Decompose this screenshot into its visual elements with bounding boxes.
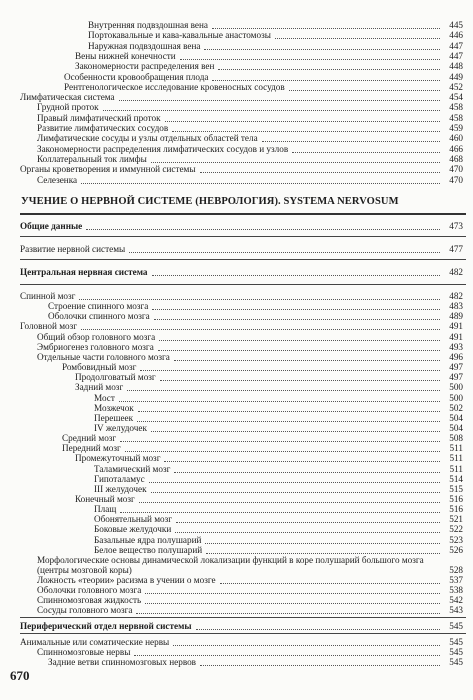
toc-entry-title: Боковые желудочки	[94, 524, 172, 535]
toc-entry-page: 448	[449, 61, 463, 72]
toc-entry-title: Эмбриогенез головного мозга	[37, 341, 154, 352]
toc-entry-title: Оболочки головного мозга	[37, 585, 142, 596]
toc-entry-title: Общие данные	[20, 221, 83, 231]
toc-entry	[0, 267, 473, 278]
page-number: 670	[10, 668, 30, 683]
toc-entry-title: Конечный мозг	[75, 494, 135, 504]
toc-entry-title: Спинномозговые нервы	[37, 647, 131, 657]
toc-entry-page: 447	[449, 50, 463, 61]
toc-entry-title: Мозжечок	[94, 402, 134, 413]
toc-entry	[0, 221, 473, 232]
toc-entry-page: 545	[449, 657, 463, 667]
toc-entry-title: Органы кроветворения и иммунной системы	[20, 164, 196, 175]
toc-entry-page: 491	[449, 321, 463, 332]
toc-entry-page: 538	[449, 585, 463, 596]
toc-entry-title: Центральная нервная система	[20, 267, 148, 277]
toc-entry-page: 523	[449, 534, 463, 545]
toc-entry-title: Продолговатый мозг	[75, 372, 156, 383]
toc-entry-page: 504	[449, 412, 463, 423]
toc-entry-title: Отдельные части головного мозга	[37, 351, 170, 362]
toc-entry-title: Грудной проток	[37, 102, 99, 113]
toc-entry-page: 491	[449, 331, 463, 342]
rule-2	[20, 259, 466, 260]
toc-entry-title: Анимальные или соматические нервы	[20, 637, 170, 647]
toc-leader-dots	[129, 242, 440, 253]
toc-entry-page: 493	[449, 341, 463, 352]
toc-entry-title: Лимфатические сосуды и узлы отдельных областей тела	[37, 133, 258, 144]
rule-1	[20, 236, 466, 237]
toc-entry-title: IV желудочек	[94, 422, 147, 433]
toc-entry-page: 466	[449, 143, 463, 154]
toc-entry-title: Периферический отдел нервной системы	[20, 621, 192, 631]
toc-entry-page: 537	[449, 574, 463, 585]
toc-entry	[0, 621, 473, 632]
toc-entry-title: Спинномозговая жидкость	[37, 595, 142, 606]
toc-entry-page: 473	[449, 221, 463, 231]
toc-entry-page: 516	[449, 504, 463, 515]
toc-entry-page: 459	[449, 123, 463, 133]
toc-entry-title: Строение спинного мозга	[48, 301, 149, 312]
toc-entry-title: Особенности кровообращения плода	[64, 71, 209, 82]
toc-entry-page: 508	[449, 433, 463, 444]
toc-entry-page: 522	[449, 524, 463, 535]
toc-entry-page: 521	[449, 514, 463, 525]
toc-entry-page: 545	[449, 647, 463, 657]
toc-entry-title: Спинной мозг	[20, 291, 76, 301]
toc-entry-title: Сосуды головного мозга	[37, 605, 133, 616]
toc-entry-page: 482	[449, 291, 463, 301]
toc-leader-dots	[196, 619, 440, 630]
toc-entry-title: Лимфатическая система	[20, 92, 115, 103]
toc-entry-title: Белое вещество полушарий	[94, 544, 203, 555]
toc-entry-page: 511	[449, 463, 463, 474]
toc-entry-page: 468	[449, 153, 463, 164]
toc-entry-page: 447	[449, 40, 463, 51]
toc-entry-page: 516	[449, 494, 463, 504]
toc-entry-page: 470	[449, 164, 463, 175]
toc-entry-title: Наружная подвздошная вена	[88, 40, 201, 51]
toc-entry-page: 514	[449, 473, 463, 484]
toc-entry-page: 470	[449, 174, 463, 185]
toc-entry-page: 500	[449, 382, 463, 393]
toc-entry-title: Перешеек	[94, 412, 134, 423]
toc-entry-page: 460	[449, 133, 463, 144]
toc-entry	[0, 244, 473, 255]
toc-entry-page: 454	[449, 92, 463, 103]
toc-entry-title: Общий обзор головного мозга	[37, 331, 156, 342]
toc-leader-dots	[152, 265, 440, 276]
rule-3	[20, 284, 466, 285]
toc-entry-title: Портокавальные и кава-кавальные анастомозы	[88, 30, 271, 41]
toc-entry-title: Плащ	[94, 504, 117, 515]
toc-leader-dots	[81, 173, 440, 184]
toc-entry-title: Правый лимфатический проток	[37, 112, 161, 123]
toc-entry	[0, 175, 473, 186]
toc-entry-title: Селезенка	[37, 174, 78, 185]
rule-4	[20, 617, 466, 618]
toc-entry-page: 526	[449, 544, 463, 555]
rule-top	[20, 213, 466, 215]
toc-leader-dots	[86, 219, 440, 230]
rule-5	[20, 633, 466, 634]
toc-entry-page: 482	[449, 267, 463, 277]
toc-entry-page: 500	[449, 392, 463, 403]
toc-entry-page: 452	[449, 81, 463, 92]
toc-entry-title: Рентгенологическое исследование кровеносных сосудов	[64, 81, 285, 92]
toc-entry-page: 511	[449, 453, 463, 464]
toc-entry-title: Задний мозг	[75, 382, 124, 393]
toc-entry-title: Закономерности распределения вен	[75, 61, 215, 72]
toc-entry-title: Оболочки спинного мозга	[48, 311, 150, 322]
toc-entry	[0, 605, 473, 616]
toc-entry-page: 515	[449, 483, 463, 494]
toc-leader-dots	[206, 543, 440, 554]
toc-leader-dots	[136, 603, 440, 614]
toc-entry-page: 445	[449, 20, 463, 30]
toc-entry-page: 545	[449, 621, 463, 631]
toc-entry-page: 542	[449, 595, 463, 606]
toc-entry-page: 545	[449, 637, 463, 647]
toc-entry-title: Базальные ядра полушарий	[94, 534, 202, 545]
toc-entry-page: 504	[449, 422, 463, 433]
toc-entry-title: Коллатеральный ток лимфы	[37, 153, 147, 164]
toc-entry-page: 483	[449, 301, 463, 312]
toc-entry-page: 458	[449, 112, 463, 123]
toc-entry-page: 502	[449, 402, 463, 413]
toc-entry-title: Вены нижней конечности	[75, 50, 176, 61]
toc-entry-page: 449	[449, 71, 463, 82]
toc-entry-title: Развитие нервной системы	[20, 244, 126, 254]
toc-entry-page: 543	[449, 605, 463, 616]
toc-entry-title: III желудочек	[94, 483, 147, 494]
toc-entry-page: 496	[449, 351, 463, 362]
toc-leader-dots	[200, 655, 440, 666]
toc-entry-title: Промежуточный мозг	[75, 453, 161, 464]
toc-entry-title: Ромбовидный мозг	[62, 362, 137, 373]
toc-entry-title: Задние ветви спинномозговых нервов	[48, 657, 197, 667]
section-heading: УЧЕНИЕ О НЕРВНОЙ СИСТЕМЕ (НЕВРОЛОГИЯ). SYSTEMA NERVOSUM	[21, 196, 399, 207]
toc-entry-title: Внутренняя подвздошная вена	[88, 20, 208, 30]
toc-entry-title: Ложность «теории» расизма в учении о мозге	[37, 574, 216, 585]
toc-entry-title: Обонятельный мозг	[94, 514, 173, 525]
toc-entry-title: Таламический мозг	[94, 463, 171, 474]
toc-entry-page: 497	[449, 362, 463, 373]
toc-entry	[0, 555, 473, 575]
toc-entry-title: Морфологические основы динамической локализации функций в коре полушарий большого мозга (центры мозговой коры)	[37, 555, 442, 575]
toc-entry-title: Гипоталамус	[94, 473, 145, 484]
toc-entry-title: Закономерности распределения лимфатических сосудов и узлов	[37, 143, 289, 154]
toc-entry-title: Средний мозг	[62, 433, 117, 444]
toc-entry-title: Мост	[94, 392, 115, 403]
toc-entry	[0, 657, 473, 668]
toc-entry-page: 477	[449, 244, 463, 254]
toc-entry-title: Развитие лимфатических сосудов	[37, 123, 169, 133]
toc-entry-page: 489	[449, 311, 463, 322]
toc-entry-page: 458	[449, 102, 463, 113]
toc-entry-page: 528	[449, 564, 463, 575]
toc-entry-title: Головной мозг	[20, 321, 78, 332]
toc-entry-page: 446	[449, 30, 463, 41]
toc-entry-page: 511	[449, 443, 463, 454]
toc-entry-page: 497	[449, 372, 463, 383]
toc-entry-title: Передний мозг	[62, 443, 121, 454]
